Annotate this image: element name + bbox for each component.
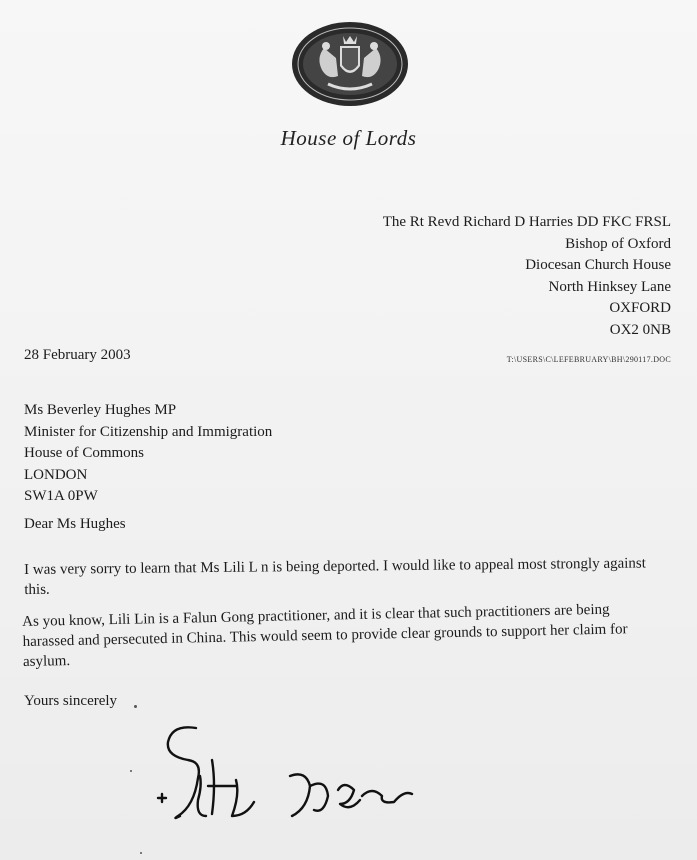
body-paragraph: I was very sorry to learn that Ms Lili L n is being deported. I would like to appeal most strongly against this. <box>24 555 646 598</box>
sender-line: OXFORD <box>609 300 671 316</box>
sender-line: North Hinksey Lane <box>548 278 671 295</box>
document-reference: T:\USERS\C\LEFEBRUARY\BH\290117.DOC <box>506 355 671 364</box>
sender-line: OX2 0NB <box>609 321 671 338</box>
recipient-line: Ms Beverley Hughes MP <box>24 402 177 418</box>
ink-speck <box>130 770 132 772</box>
recipient-line: LONDON <box>24 466 88 483</box>
royal-coat-of-arms-icon <box>288 18 412 110</box>
recipient-line: House of Commons <box>24 445 144 461</box>
organization-name: House of Lords <box>280 126 417 150</box>
recipient-line: Minister for Citizenship and Immigration <box>24 423 273 440</box>
letter-date: 28 February 2003 <box>24 347 131 363</box>
recipient-line: SW1A 0PW <box>24 488 98 504</box>
sender-line: Diocesan Church House <box>525 257 671 273</box>
sender-line: The Rt Revd Richard D Harries DD FKC FRSL <box>382 214 671 230</box>
body-paragraph: As you know, Lili Lin is a Falun Gong practitioner, and it is clear that such practitioners are being harassed and persecuted in China. This would seem to provide clear grounds to support her claim for asylum. <box>22 601 628 670</box>
sender-line: Bishop of Oxford <box>565 235 671 252</box>
recipient-address <box>24 400 272 508</box>
closing: Yours sincerely <box>24 693 118 709</box>
sender-address <box>383 212 671 341</box>
ink-speck <box>140 852 142 854</box>
ink-speck <box>134 705 137 708</box>
salutation: Dear Ms Hughes <box>24 516 126 532</box>
handwritten-signature-icon <box>150 720 440 840</box>
